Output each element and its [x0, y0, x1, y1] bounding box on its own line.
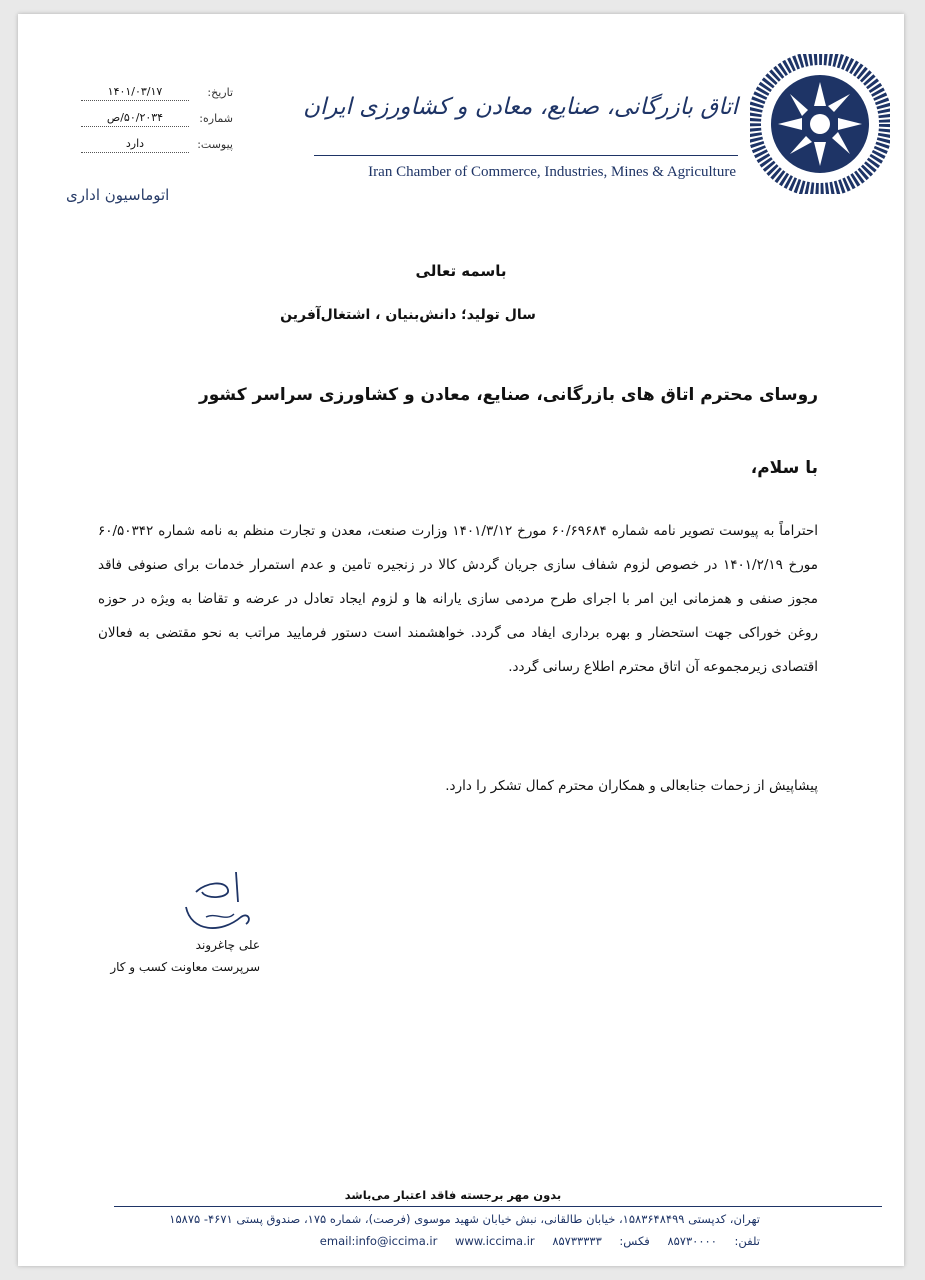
signatory-name: علی چاغروند	[195, 938, 260, 952]
handwritten-signature-icon	[166, 862, 266, 942]
fax-number: ۸۵۷۳۳۳۳۳	[552, 1234, 602, 1248]
footer-divider	[114, 1206, 882, 1207]
date-value: ۱۴۰۱/۰۳/۱۷	[81, 84, 189, 101]
closing-line: پیشاپیش از زحمات جنابعالی و همکاران محترم کمال تشکر را دارد.	[445, 778, 818, 794]
phone-number: ۸۵۷۳۰۰۰۰	[667, 1234, 717, 1248]
year-motto: سال تولید؛ دانش‌بنیان ، اشتغال‌آفرین	[280, 307, 536, 323]
chamber-english-name: Iran Chamber of Commerce, Industries, Mines & Agriculture	[368, 164, 736, 180]
signatory-title: سرپرست معاونت کسب و کار	[110, 960, 260, 974]
number-label: شماره:	[199, 112, 233, 125]
fax-label: فکس:	[619, 1234, 650, 1248]
footer-contact	[214, 1234, 760, 1248]
header-divider	[314, 155, 738, 156]
greeting: با سلام،	[750, 458, 818, 478]
iccima-logo-icon	[750, 54, 890, 194]
phone-label: تلفن:	[734, 1234, 760, 1248]
stamp-validity-note: بدون مهر برجسته فاقد اعتبار می‌باشد	[344, 1188, 562, 1202]
letter-body: احتراماً به پیوست تصویر نامه شماره ۶۰/۶۹۶۸۴ مورخ ۱۴۰۱/۳/۱۲ وزارت صنعت، معدن و تجارت منظم به نامه شماره ۶۰/۵۰۳۴۲ مورخ ۱۴۰۱/۲/۱۹ در خصوص لزوم شفاف سازی جریان گردش کالا در زنجیره تامین و عدم استمرار خدمات برای صنوفی فاقد مجوز صنفی و همزمانی این امر با اجرای طرح مردمی سازی یارانه ها و لزوم ایجاد تعادل در عرضه و تقاضا به ویژه در حوزه روغن خوراکی جهت استحضار و بهره برداری ایفاد می گردد. خواهشمند است دستور فرمایید مراتب به نحو مقتضی به فعالان اقتصادی زیرمجموعه آن اتاق محترم اطلاع رسانی گردد.	[98, 523, 818, 675]
letter-page	[18, 14, 904, 1266]
automation-label: اتوماسیون اداری	[66, 186, 170, 204]
email-address: email:info@iccima.ir	[319, 1234, 438, 1248]
attachment-value: دارد	[81, 136, 189, 153]
number-value: ۵۰/۲۰۳۴/ص	[81, 110, 189, 127]
bismillah-heading: باسمه تعالی	[415, 262, 507, 280]
date-label: تاریخ:	[207, 86, 233, 99]
number-row	[58, 110, 233, 132]
addressee: روسای محترم اتاق های بازرگانی، صنایع، معادن و کشاورزی سراسر کشور	[198, 385, 818, 405]
date-row	[58, 84, 233, 106]
chamber-persian-name: اتاق بازرگانی، صنایع، معادن و کشاورزی ایران	[303, 94, 738, 120]
attachment-row	[58, 136, 233, 158]
website-url: www.iccima.ir	[454, 1234, 535, 1248]
footer-address: تهران، کدپستی ۱۵۸۳۶۴۸۴۹۹، خیابان طالقانی، نبش خیابان شهید موسوی (فرصت)، شماره ۱۷۵، صندوق پستی ۴۶۷۱- ۱۵۸۷۵	[169, 1212, 760, 1226]
attachment-label: پیوست:	[197, 138, 233, 151]
